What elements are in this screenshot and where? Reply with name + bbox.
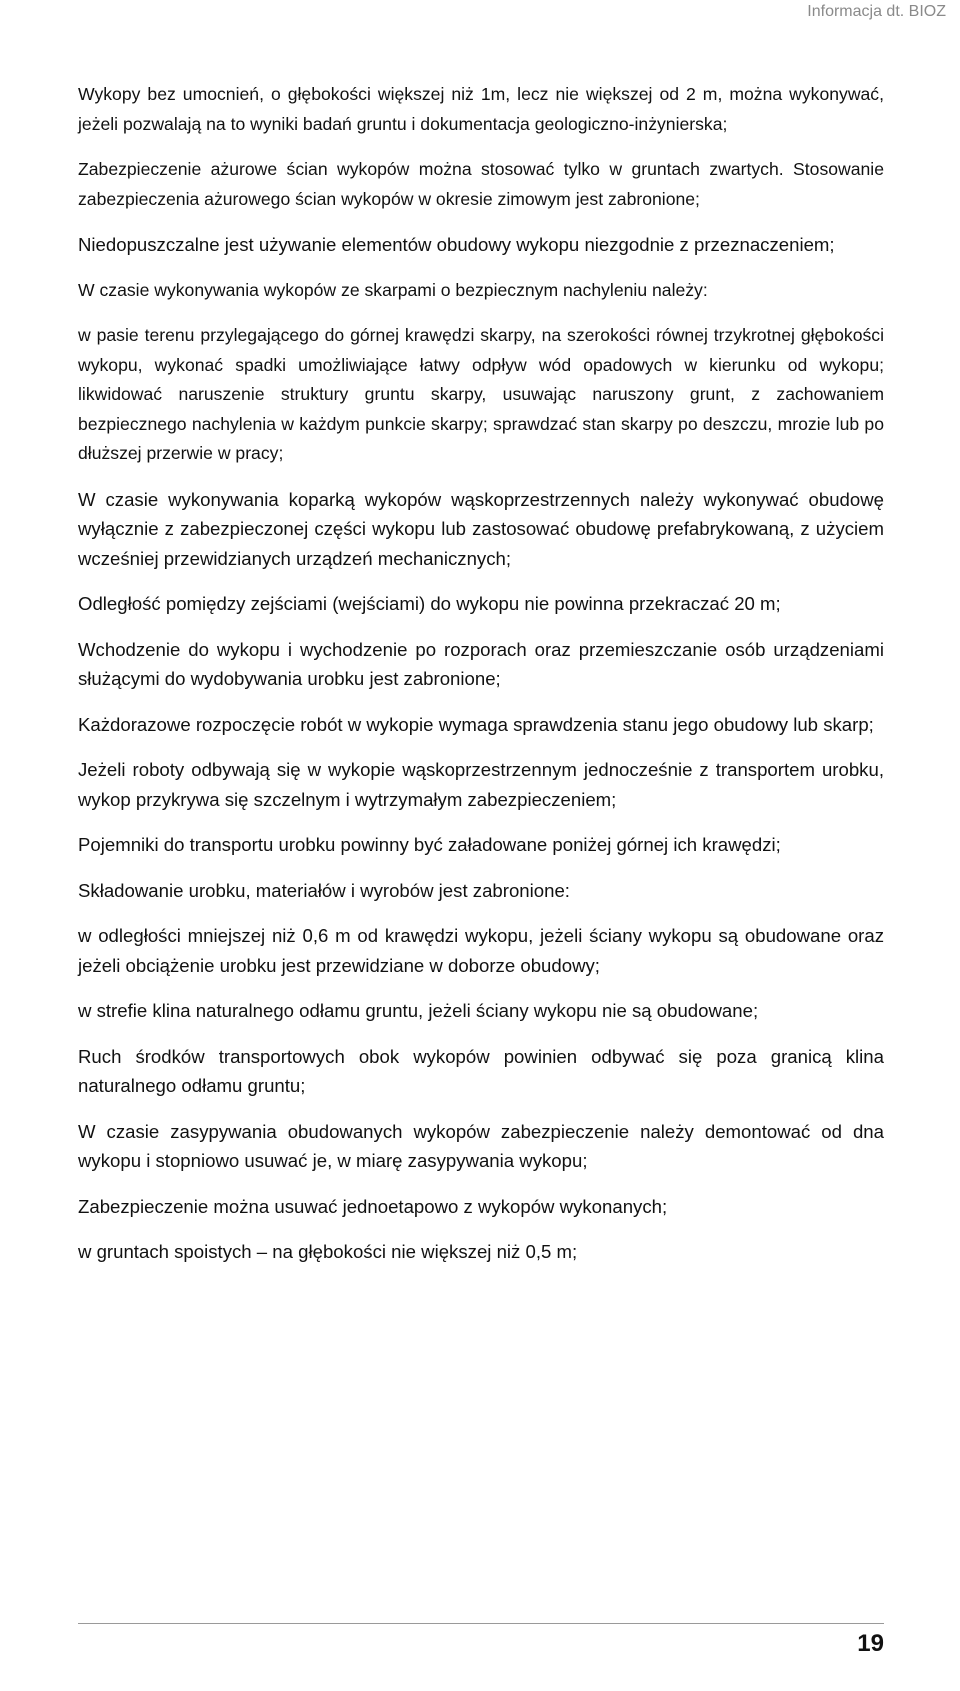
paragraph-excavator-casing: W czasie wykonywania koparką wykopów wąskoprzestrzennych należy wykonywać obudowę wyłącznie z zabezpieczonej części wykopu lub zastosować obudowę prefabrykowaną, z użyciem wcześniej przewidzianych urządzeń mechanicznych; — [78, 488, 884, 569]
paragraph-storage-distance: w odległości mniejszej niż 0,6 m od krawędzi wykopu, jeżeli ściany wykopu są obudowane oraz jeżeli obciążenie urobku jest przewidziane w doborze obudowy; — [78, 925, 884, 976]
paragraph-openwork-protection: Zabezpieczenie ażurowe ścian wykopów można stosować tylko w gruntach zwartych. Stosowanie zabezpieczenia ażurowego ścian wykopów w okresie zimowym jest zabronione; — [78, 159, 884, 209]
footer-divider — [78, 1623, 884, 1624]
page-number: 19 — [857, 1630, 884, 1657]
paragraph-storage-wedge: w strefie klina naturalnego odłamu gruntu, jeżeli ściany wykopu nie są obudowane; — [78, 1000, 759, 1021]
paragraph-entry-distance: Odległość pomiędzy zejściami (wejściami) do wykopu nie powinna przekraczać 20 m; — [78, 593, 781, 614]
paragraph-entering-prohibited: Wchodzenie do wykopu i wychodzenie po rozporach oraz przemieszczanie osób urządzeniami służącymi do wydobywania urobku jest zabronione; — [78, 638, 884, 689]
paragraph-slope-intro: W czasie wykonywania wykopów ze skarpami o bezpiecznym nachyleniu należy: — [78, 279, 708, 300]
paragraph-backfilling: W czasie zasypywania obudowanych wykopów zabezpieczenie należy demontować od dna wykopu i stopniowo usuwać je, w miarę zasypywania wykopu; — [78, 1120, 884, 1171]
paragraph-slope-rules: w pasie terenu przylegającego do górnej krawędzi skarpy, na szerokości równej trzykrotnej głębokości wykopu, wykonać spadki umożliwiające łatwy odpływ wód opadowych w kierunku od wykopu; likwidować naruszenie struktury gruntu skarpy, usuwając naruszony grunt, z zachowaniem bezpiecznego nachylenia w każdym punkcie skarpy; sprawdzać stan skarpy po deszczu, mrozie lub po dłuższej przerwie w pracy; — [78, 325, 884, 463]
paragraph-storage-prohibited: Składowanie urobku, materiałów i wyrobów jest zabronione: — [78, 879, 570, 901]
document-header-note: Informacja dt. BIOZ — [807, 3, 946, 20]
paragraph-vehicle-traffic: Ruch środków transportowych obok wykopów powinien odbywać się poza granicą klina naturalnego odłamu gruntu; — [78, 1045, 884, 1096]
paragraph-casing-use: Niedopuszczalne jest używanie elementów obudowy wykopu niezgodnie z przeznaczeniem; — [78, 234, 835, 255]
paragraph-narrow-trench-covering: Jeżeli roboty odbywają się w wykopie wąskoprzestrzennym jednocześnie z transportem urobku, wykop przykrywa się szczelnym i wytrzymałym zabezpieczeniem; — [78, 759, 884, 810]
document-body — [78, 80, 884, 1267]
paragraph-containers: Pojemniki do transportu urobku powinny być załadowane poniżej górnej ich krawędzi; — [78, 834, 781, 855]
paragraph-cohesive-soils: w gruntach spoistych – na głębokości nie większej niż 0,5 m; — [78, 1241, 578, 1262]
paragraph-unreinforced-excavations: Wykopy bez umocnień, o głębokości większej niż 1m, lecz nie większej od 2 m, można wykonywać, jeżeli pozwalają na to wyniki badań gruntu i dokumentacja geologiczno-inżynierska; — [78, 84, 884, 134]
paragraph-one-stage-removal: Zabezpieczenie można usuwać jednoetapowo z wykopów wykonanych; — [78, 1195, 668, 1217]
paragraph-inspection: Każdorazowe rozpoczęcie robót w wykopie wymaga sprawdzenia stanu jego obudowy lub skarp; — [78, 713, 874, 735]
